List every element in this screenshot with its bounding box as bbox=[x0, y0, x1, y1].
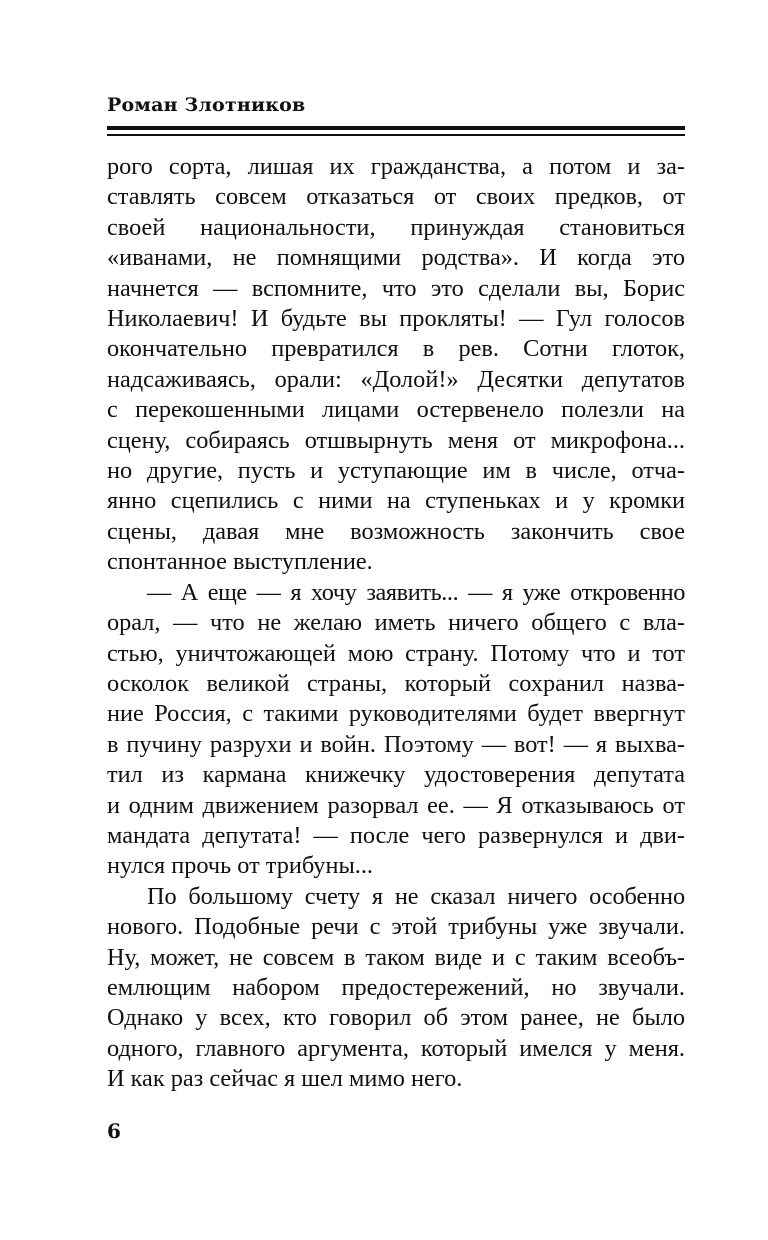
text-line: «иванами, не помнящими родства». И когда это bbox=[107, 244, 685, 272]
paragraph-3 bbox=[107, 882, 685, 1095]
text-line: спонтанное выступление. bbox=[107, 548, 373, 576]
paragraph-1 bbox=[107, 152, 685, 578]
text-line: в пучину разрухи и войн. Поэтому — вот! — я выхва- bbox=[107, 730, 685, 758]
text-line: окончательно превратился в рев. Сотни глоток, bbox=[107, 335, 685, 363]
text-line: орал, — что не желаю иметь ничего общего с вла- bbox=[107, 609, 685, 637]
text-line: осколок великой страны, который сохранил назва- bbox=[107, 669, 685, 697]
paragraph-2 bbox=[107, 578, 685, 882]
text-line: ние Россия, с такими руководителями будет ввергнут bbox=[107, 700, 685, 728]
text-line: стью, уничтожающей мою страну. Потому что и тот bbox=[107, 639, 685, 667]
header-rule-thin bbox=[107, 134, 685, 136]
text-line: сцену, собираясь отшвырнуть меня от микрофона... bbox=[107, 426, 685, 454]
text-line: начнется — вспомните, что это сделали вы, Борис bbox=[107, 274, 685, 302]
text-line: тил из кармана книжечку удостоверения депутата bbox=[107, 761, 685, 789]
text-line: И как раз сейчас я шел мимо него. bbox=[107, 1065, 463, 1093]
text-line: но другие, пусть и уступающие им в числе, отча- bbox=[107, 457, 685, 485]
text-line: Николаевич! И будьте вы прокляты! — Гул голосов bbox=[107, 305, 685, 333]
text-line: одного, главного аргумента, который имелся у меня. bbox=[107, 1034, 685, 1062]
running-head-author: Роман Злотников bbox=[107, 94, 306, 116]
text-line: янно сцепились с ними на ступеньках и у кромки bbox=[107, 487, 685, 515]
text-line: Однако у всех, кто говорил об этом ранее, не было bbox=[107, 1004, 685, 1032]
text-line: сцены, давая мне возможность закончить свое bbox=[107, 517, 685, 545]
body-text bbox=[107, 152, 685, 1095]
text-line: своей национальности, принуждая становиться bbox=[107, 213, 685, 241]
text-line: Ну, может, не совсем в таком виде и с таким всеобъ- bbox=[107, 943, 685, 971]
text-line: — А еще — я хочу заявить... — я уже откровенно bbox=[147, 578, 685, 606]
text-line: надсаживаясь, орали: «Долой!» Десятки депутатов bbox=[107, 365, 685, 393]
text-line: ставлять совсем отказаться от своих предков, от bbox=[107, 183, 685, 211]
text-line: По большому счету я не сказал ничего особенно bbox=[147, 882, 685, 910]
text-line: рого сорта, лишая их гражданства, а потом и за- bbox=[107, 153, 685, 180]
text-line: нового. Подобные речи с этой трибуны уже звучали. bbox=[107, 913, 685, 941]
text-line: емлющим набором предостережений, но звучали. bbox=[107, 973, 685, 1001]
text-line: мандата депутата! — после чего развернулся и дви- bbox=[107, 821, 685, 849]
text-line: с перекошенными лицами остервенело полезли на bbox=[107, 396, 685, 424]
text-line: и одним движением разорвал ее. — Я отказываюсь от bbox=[107, 791, 685, 819]
header-rule-thick bbox=[107, 126, 685, 130]
page-number: 6 bbox=[107, 1119, 121, 1143]
text-line: нулся прочь от трибуны... bbox=[107, 852, 374, 880]
